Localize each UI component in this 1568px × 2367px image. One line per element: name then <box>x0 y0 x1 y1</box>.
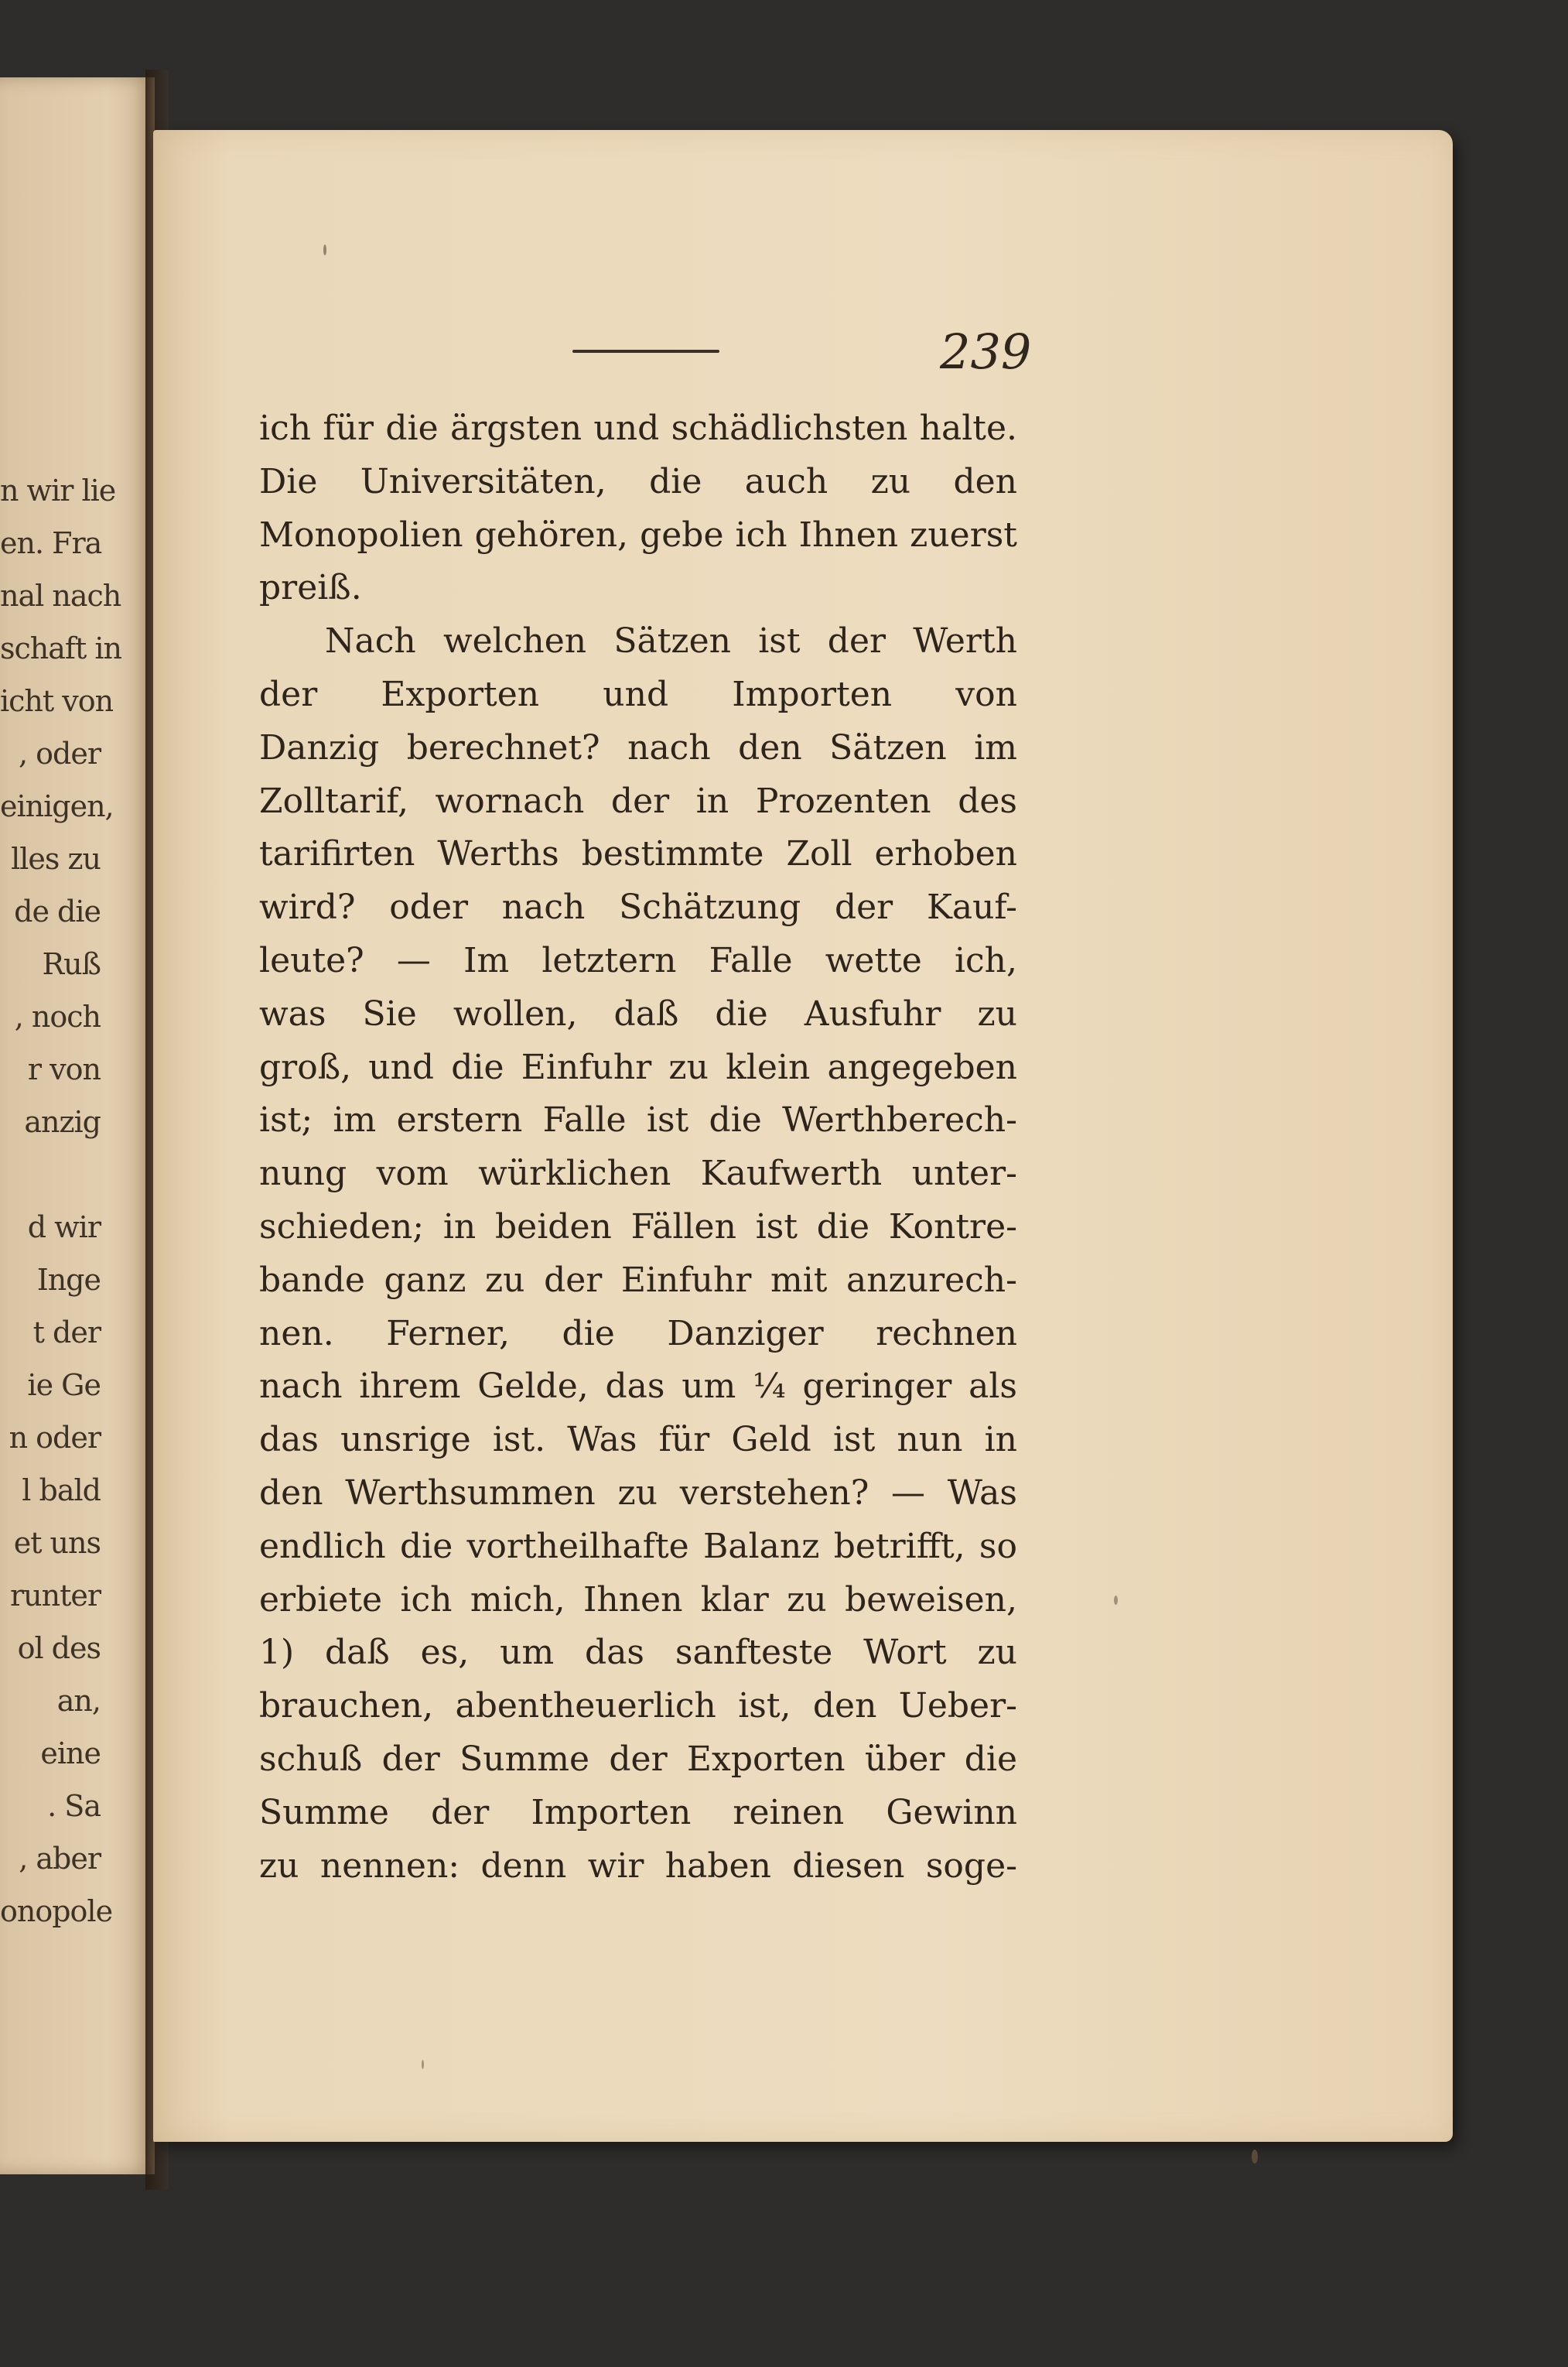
text-line: erbiete ich mich, Ihnen klar zu beweisen, <box>259 1579 1017 1620</box>
left-line: Ruß <box>42 947 101 981</box>
text-line: Monopolien gehören, gebe ich Ihnen zuerst <box>259 515 1017 555</box>
text-line: endlich die vortheilhafte Balanz betrifft, so <box>259 1526 1017 1566</box>
left-line: einigen, <box>0 789 114 823</box>
left-line: nal nach <box>0 579 121 613</box>
text-line: Die Universitäten, die auch zu den <box>259 461 1017 501</box>
text-line: ich für die ärgsten und schädlichsten halte. <box>259 409 1017 448</box>
text-line: den Werthsummen zu verstehen? — Was <box>259 1473 1017 1513</box>
paper-speck <box>1252 2150 1258 2163</box>
left-line: schaft in <box>0 631 121 665</box>
paper-speck <box>422 2060 424 2069</box>
text-line: tarifirten Werths bestimmte Zoll erhoben <box>259 834 1017 874</box>
left-line: runter <box>9 1579 101 1613</box>
left-line: , oder <box>18 737 101 771</box>
text-line: Summe der Importen reinen Gewinn <box>259 1792 1017 1832</box>
left-line: , noch <box>14 1000 101 1034</box>
page-body-text <box>259 402 1017 1893</box>
left-line: , aber <box>19 1842 101 1876</box>
left-line: onopole <box>0 1894 113 1928</box>
left-line: anzig <box>24 1105 101 1139</box>
left-line: de die <box>14 894 101 929</box>
text-line: nach ihrem Gelde, das um ¼ geringer als <box>259 1366 1017 1407</box>
paper-speck <box>323 245 326 255</box>
left-line: et uns <box>13 1526 101 1560</box>
text-line: schieden; in beiden Fällen ist die Kontre- <box>259 1206 1017 1247</box>
left-line: Inge <box>36 1263 101 1297</box>
left-line: lles zu <box>11 842 101 876</box>
text-line: der Exporten und Importen von <box>259 674 1017 714</box>
text-line: preiß. <box>259 568 362 608</box>
text-line: was Sie wollen, daß die Ausfuhr zu <box>259 994 1017 1034</box>
left-line: t der <box>32 1315 101 1349</box>
left-line: l bald <box>22 1473 101 1507</box>
text-line: das unsrige ist. Was für Geld ist nun in <box>259 1420 1017 1460</box>
left-line: ie Ge <box>27 1368 101 1402</box>
left-facing-page <box>0 77 155 2174</box>
left-page-text <box>0 464 121 1938</box>
text-line: schuß der Summe der Exporten über die <box>259 1739 1017 1779</box>
left-line: n oder <box>9 1421 101 1455</box>
left-line: d wir <box>27 1210 101 1244</box>
text-line: Zolltarif, wornach der in Prozenten des <box>259 781 1017 821</box>
left-line: ol des <box>17 1631 101 1665</box>
page-number: 239 <box>940 323 1032 380</box>
header-rule <box>572 350 719 353</box>
text-line: Danzig berechnet? nach den Sätzen im <box>259 727 1017 768</box>
paper-speck <box>1114 1596 1118 1605</box>
text-line: brauchen, abentheuerlich ist, den Ueber- <box>259 1686 1017 1726</box>
left-line: en. Fra <box>0 526 102 560</box>
left-line: r von <box>27 1052 101 1086</box>
left-line: an, <box>56 1684 101 1718</box>
text-line: 1) daß es, um das sanfteste Wort zu <box>259 1633 1017 1673</box>
left-line: eine <box>40 1736 101 1770</box>
text-line: bande ganz zu der Einfuhr mit anzurech- <box>259 1260 1017 1300</box>
text-line: nen. Ferner, die Danziger rechnen <box>259 1313 1017 1353</box>
text-line: zu nennen: denn wir haben diesen soge- <box>259 1845 1017 1886</box>
left-line: n wir lie <box>0 474 116 508</box>
text-line: Nach welchen Sätzen ist der Werth <box>325 621 1017 662</box>
text-line: wird? oder nach Schätzung der Kauf- <box>259 888 1017 928</box>
text-line: nung vom würklichen Kaufwerth unter- <box>259 1154 1017 1194</box>
left-line <box>0 1148 101 1201</box>
text-line: leute? — Im letztern Falle wette ich, <box>259 940 1017 980</box>
text-line: ist; im erstern Falle ist die Werthberech- <box>259 1100 1017 1141</box>
text-line: groß, und die Einfuhr zu klein angegeben <box>259 1047 1017 1087</box>
left-line: . Sa <box>47 1789 101 1823</box>
left-line: icht von <box>0 684 114 718</box>
